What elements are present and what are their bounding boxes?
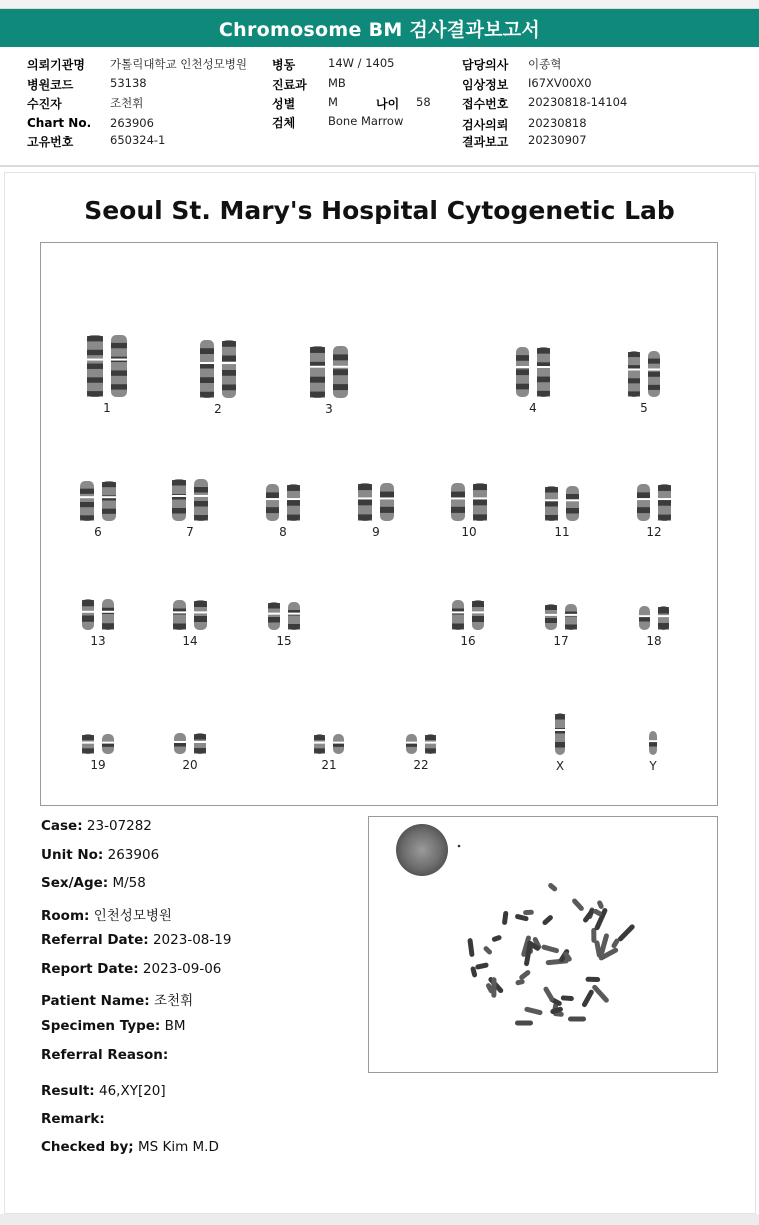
patient-info-header — [0, 52, 759, 164]
chromosome-number-label: 6 — [94, 525, 102, 539]
chromosome-graphic — [515, 347, 551, 397]
header-value: 조천휘 — [110, 96, 144, 110]
metaphase-chromosome — [582, 908, 596, 924]
metaphase-chromosome — [591, 984, 610, 1004]
chromosome-pair-20 — [150, 733, 230, 772]
chromosome-pair-14 — [150, 600, 230, 648]
header-label: 병원코드 — [27, 78, 74, 92]
chromosome-pair-12 — [614, 484, 694, 539]
chromosome-pair-x — [520, 713, 600, 773]
result-row: Result: 46,XY[20] — [41, 1083, 166, 1099]
chromosome-pair-1 — [67, 335, 147, 415]
chromosome-graphic — [79, 481, 117, 521]
chromosome-pair-13 — [58, 599, 138, 648]
chromosome-number-label: 14 — [182, 634, 198, 648]
header-value: 14W / 1405 — [328, 56, 395, 70]
chromosome-pair-4 — [493, 347, 573, 415]
report-date-row: Report Date: 2023-09-06 — [41, 961, 222, 977]
header-label: 의뢰기관명 — [27, 58, 85, 72]
metaphase-chromosome — [547, 882, 558, 892]
header-label: 검체 — [272, 116, 296, 130]
metaphase-chromosome — [541, 944, 560, 954]
chromosome-graphic — [450, 483, 488, 521]
debris-dot — [458, 845, 461, 848]
chromosome-pair-8 — [243, 484, 323, 539]
metaphase-chromosome — [475, 962, 489, 970]
report-title: Chromosome BM 검사결과보고서 — [0, 9, 759, 47]
referral-date-row: Referral Date: 2023-08-19 — [41, 932, 232, 948]
header-label: 수진자 — [27, 97, 62, 111]
unit-no-row: Unit No: 263906 — [41, 847, 160, 863]
metaphase-chromosome — [568, 1017, 586, 1022]
chromosome-number-label: 12 — [646, 525, 662, 539]
chromosome-graphic — [636, 484, 672, 521]
chromosome-pair-6 — [58, 481, 138, 539]
case-row: Case: 23-07282 — [41, 818, 152, 834]
metaphase-chromosome — [546, 958, 569, 965]
header-value: MB — [328, 76, 346, 90]
header-label: 병동 — [272, 58, 296, 72]
metaphase-chromosome — [585, 977, 600, 982]
header-value: 20230818 — [528, 116, 587, 130]
header-value: 이종혁 — [528, 57, 562, 71]
header-label: 성별 — [272, 97, 296, 111]
chromosome-graphic — [357, 483, 395, 521]
chromosome-graphic — [86, 335, 128, 397]
metaphase-image — [368, 816, 718, 1073]
chromosome-pair-11 — [522, 486, 602, 539]
chromosome-number-label: 10 — [461, 525, 477, 539]
chromosome-graphic — [171, 479, 209, 521]
metaphase-chromosome — [617, 923, 636, 942]
chromosome-pair-9 — [336, 483, 416, 539]
chromosome-number-label: 4 — [529, 401, 537, 415]
header-divider — [0, 165, 759, 167]
metaphase-chromosome — [515, 979, 525, 986]
metaphase-chromosome — [502, 911, 509, 926]
chromosome-pair-16 — [428, 600, 508, 648]
chromosome-graphic — [405, 734, 437, 754]
header-label: 진료과 — [272, 78, 307, 92]
referral-reason-row: Referral Reason: — [41, 1047, 169, 1063]
chromosome-graphic — [627, 351, 661, 397]
chromosome-number-label: 9 — [372, 525, 380, 539]
metaphase-spread-graphic — [369, 817, 717, 1072]
chromosome-graphic — [265, 484, 301, 521]
metaphase-chromosome — [581, 989, 595, 1008]
patient-name-row: Patient Name: 조천휘 — [41, 993, 194, 1009]
chromosome-graphic — [648, 731, 658, 755]
metaphase-chromosome — [515, 1021, 533, 1026]
chromosome-pair-22 — [381, 734, 461, 772]
chromosome-pair-3 — [289, 346, 369, 416]
chromosome-graphic — [267, 602, 301, 630]
top-edge — [0, 0, 759, 9]
room-row: Room: 인천성모병원 — [41, 908, 172, 924]
chromosome-pair-7 — [150, 479, 230, 539]
header-value: 20230907 — [528, 133, 587, 147]
chromosome-graphic — [173, 733, 207, 754]
chromosome-graphic — [313, 734, 345, 754]
header-label: 결과보고 — [462, 135, 509, 149]
chromosome-pair-5 — [604, 351, 684, 415]
chromosome-number-label: 11 — [554, 525, 570, 539]
header-value: M — [328, 95, 338, 109]
metaphase-chromosome — [543, 986, 556, 1002]
chromosome-number-label: 5 — [640, 401, 648, 415]
chromosome-graphic — [544, 604, 578, 630]
metaphase-chromosome — [571, 897, 585, 911]
metaphase-chromosome — [591, 928, 596, 943]
header-label: 임상정보 — [462, 78, 509, 92]
header-label: 고유번호 — [27, 135, 74, 149]
metaphase-chromosome — [596, 900, 604, 910]
chromosome-number-label: 19 — [90, 758, 106, 772]
metaphase-chromosome — [518, 969, 531, 981]
karyogram-panel — [40, 242, 718, 806]
metaphase-chromosome — [561, 995, 574, 1001]
chromosome-number-label: 16 — [460, 634, 476, 648]
chromosome-number-label: 18 — [646, 634, 662, 648]
chromosome-number-label: 17 — [553, 634, 569, 648]
header-label: 접수번호 — [462, 97, 509, 111]
chromosome-pair-17 — [521, 604, 601, 648]
chromosome-pair-2 — [178, 340, 258, 416]
chromosome-pair-21 — [289, 734, 369, 772]
chromosome-number-label: 21 — [321, 758, 337, 772]
metaphase-chromosome — [482, 945, 493, 955]
chromosome-number-label: X — [555, 759, 565, 773]
lab-title: Seoul St. Mary's Hospital Cytogenetic Lab — [84, 196, 675, 225]
specimen-type-row: Specimen Type: BM — [41, 1018, 186, 1034]
header-label: Chart No. — [27, 116, 92, 130]
chromosome-number-label: 22 — [413, 758, 429, 772]
checked-by-row: Checked by; MS Kim M.D — [41, 1139, 219, 1155]
chromosome-number-label: 15 — [276, 634, 292, 648]
chromosome-graphic — [638, 606, 670, 630]
header-label: 담당의사 — [462, 58, 509, 72]
header-value: I67XV00X0 — [528, 76, 592, 90]
metaphase-chromosome — [541, 914, 554, 926]
chromosome-number-label: 7 — [186, 525, 194, 539]
header-value: Bone Marrow — [328, 114, 404, 128]
metaphase-chromosomes — [467, 882, 635, 1025]
chromosome-number-label: Y — [649, 759, 657, 773]
bottom-edge — [0, 1214, 759, 1225]
header-value: 20230818-14104 — [528, 95, 628, 109]
metaphase-chromosome — [491, 935, 502, 943]
chromosome-pair-19 — [58, 734, 138, 772]
chromosome-graphic — [309, 346, 349, 398]
chromosome-graphic — [81, 599, 115, 630]
chromosome-graphic — [451, 600, 485, 630]
chromosome-number-label: 2 — [214, 402, 222, 416]
chromosome-number-label: 8 — [279, 525, 287, 539]
chromosome-graphic — [172, 600, 208, 630]
header-label: 검사의뢰 — [462, 118, 509, 132]
chromosome-number-label: 13 — [90, 634, 106, 648]
header-value: 53138 — [110, 76, 147, 90]
interphase-nucleus — [396, 824, 448, 876]
chromosome-pair-18 — [614, 606, 694, 648]
chromosome-pair-y — [613, 731, 693, 773]
metaphase-chromosome — [523, 910, 534, 915]
header-value: 650324-1 — [110, 133, 166, 147]
chromosome-number-label: 1 — [103, 401, 111, 415]
chromosome-pair-15 — [244, 602, 324, 648]
chromosome-graphic — [544, 486, 580, 521]
header-value: 263906 — [110, 116, 154, 130]
age-label: 나이 — [376, 97, 400, 111]
chromosome-graphic — [81, 734, 115, 754]
chromosome-graphic — [554, 713, 566, 755]
header-value: 가톨릭대학교 인천성모병원 — [110, 57, 247, 71]
remark-row: Remark: — [41, 1111, 105, 1127]
chromosome-number-label: 20 — [182, 758, 198, 772]
sex-age-row: Sex/Age: M/58 — [41, 875, 146, 891]
chromosome-graphic — [199, 340, 237, 398]
metaphase-chromosome — [467, 938, 474, 957]
chromosome-number-label: 3 — [325, 402, 333, 416]
age-value: 58 — [416, 95, 431, 109]
metaphase-chromosome — [524, 1006, 543, 1015]
chromosome-pair-10 — [429, 483, 509, 539]
